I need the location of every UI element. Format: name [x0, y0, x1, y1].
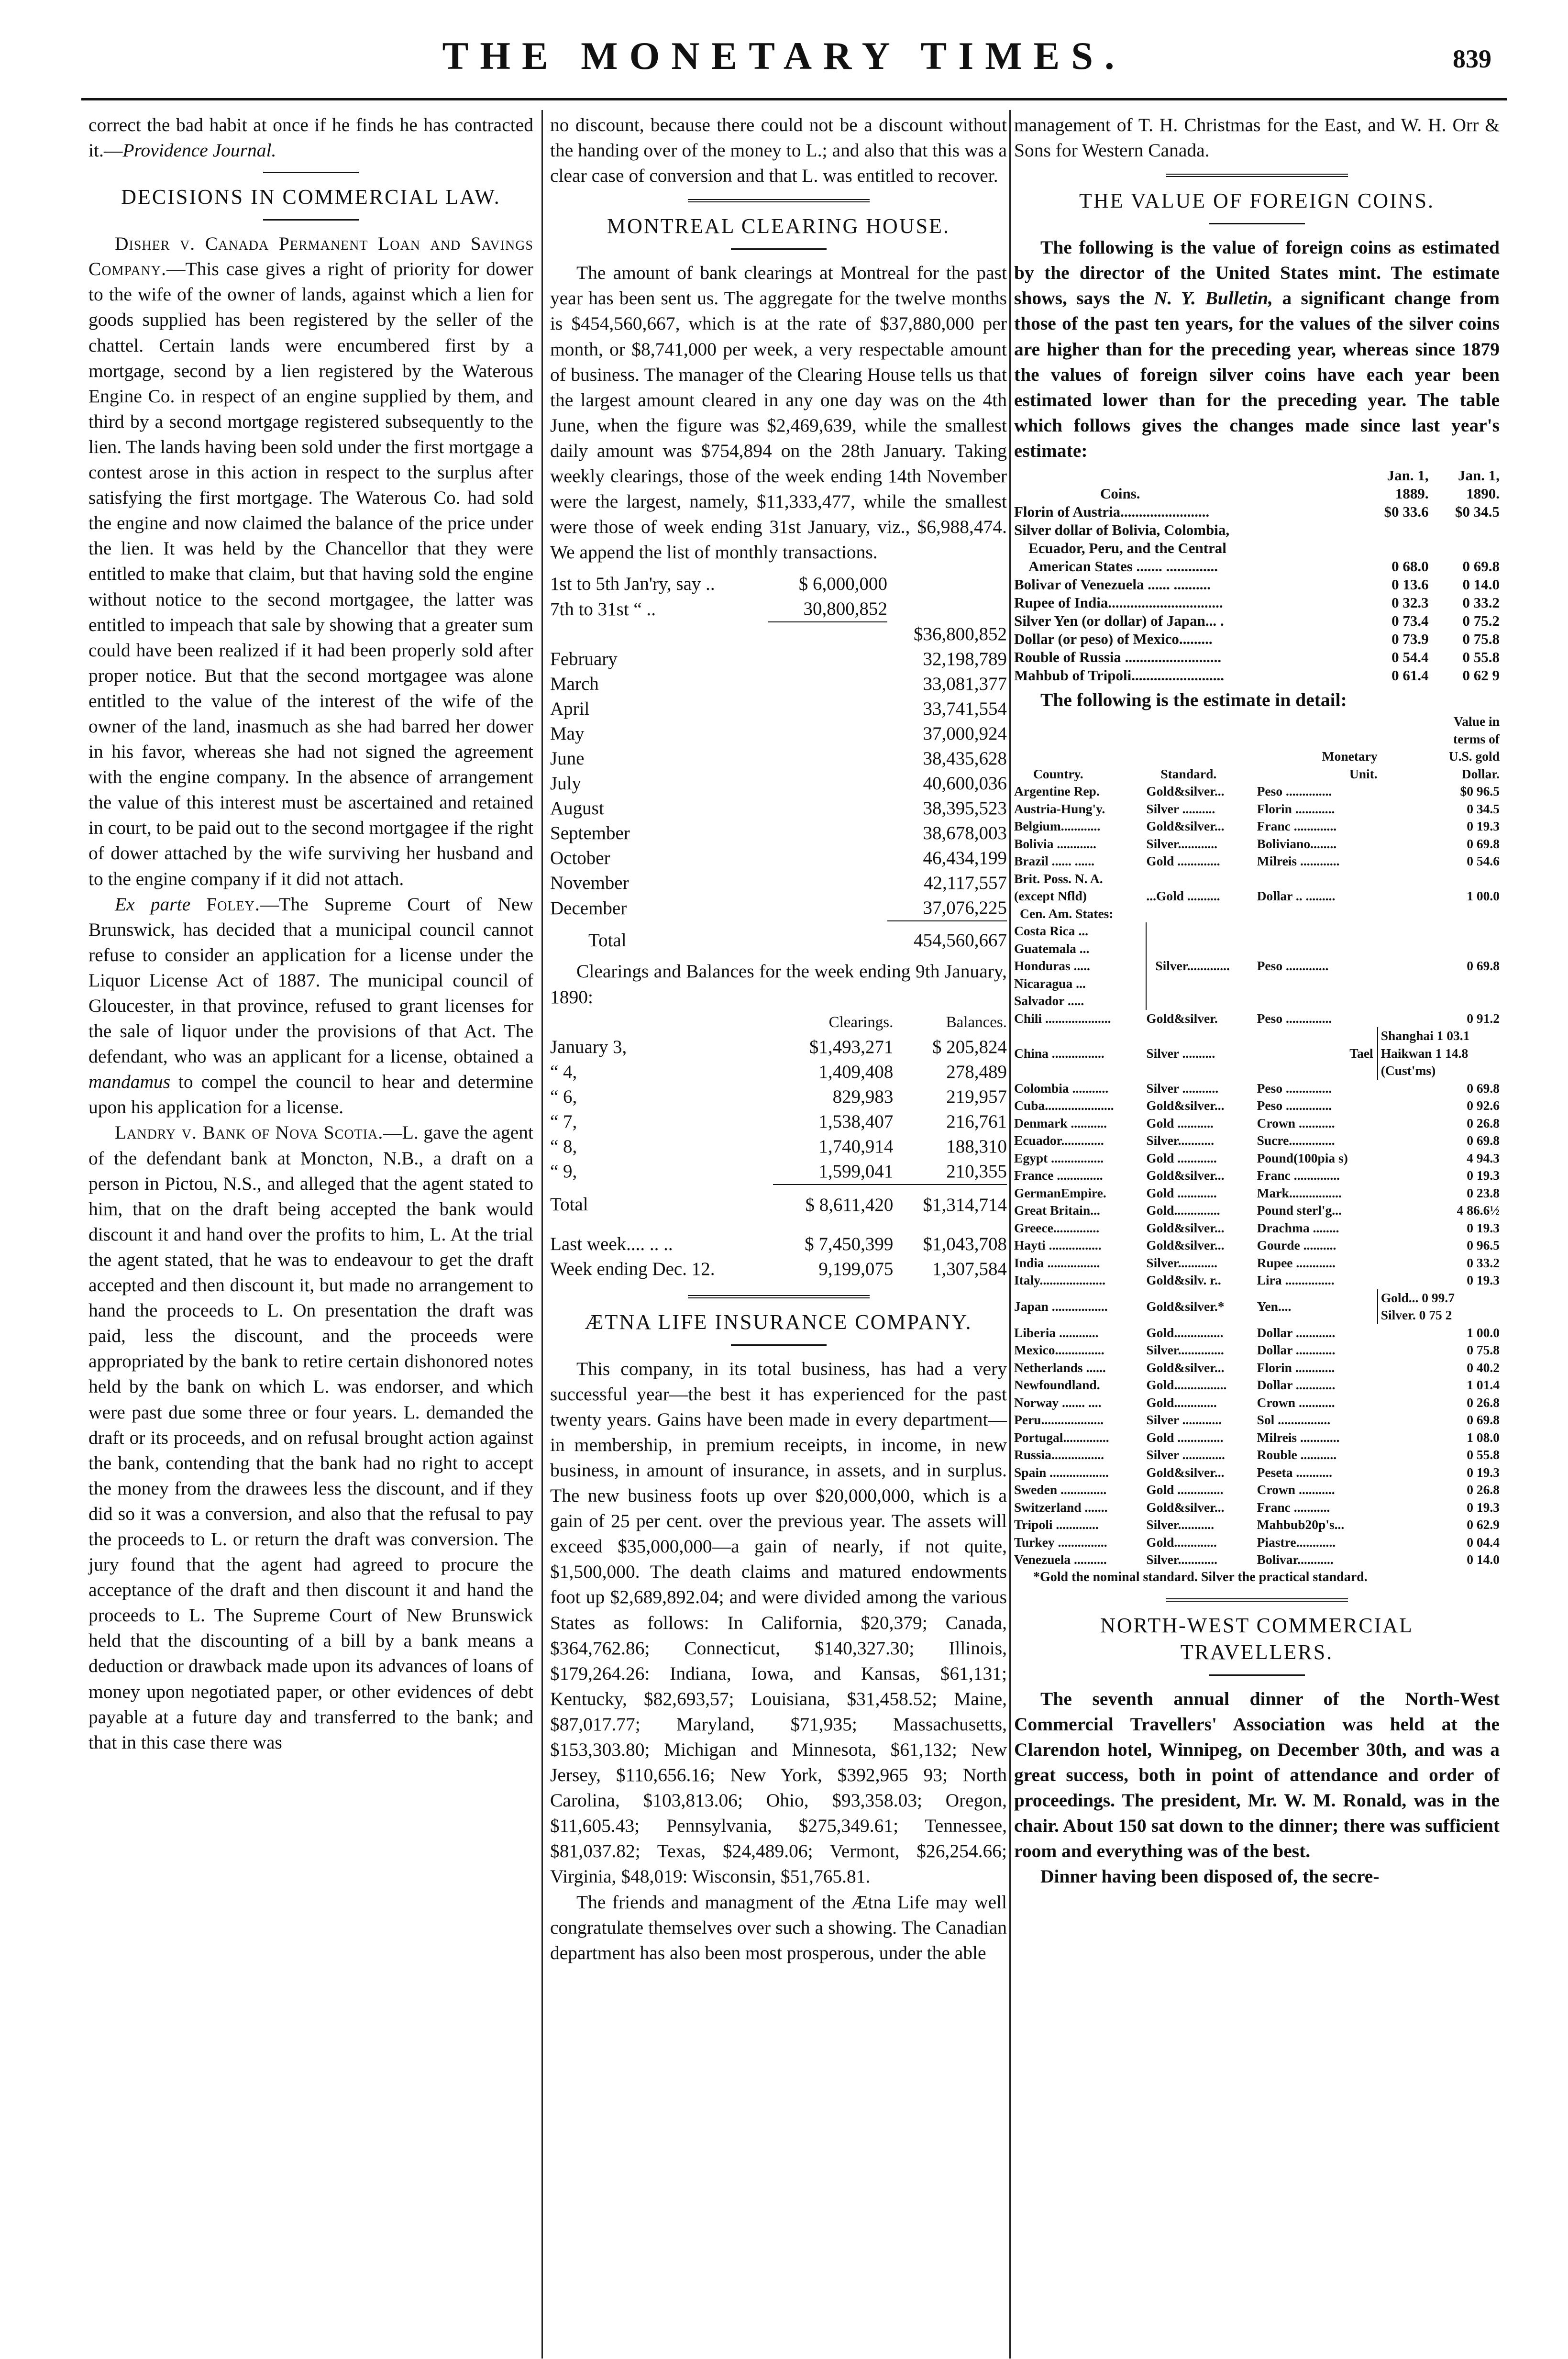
travellers-paragraph: The seventh annual dinner of the North-West Commercial Travellers' Association was held at the Clarendon hotel, Winnipeg, on December 30th, and was a great success, both in point of attendance and order of proceedings. The president, Mr. W. M. Ronald, was in the chair. About 150 sat down to the dinner; there was sufficient room and everything was of the best.: [1014, 1688, 1500, 1862]
table-row: “ 8, 1,740,914 188,310: [550, 1136, 1007, 1157]
monthly-clearings-table: [550, 572, 1007, 953]
table-row: February 32,198,789: [550, 649, 1007, 670]
table-row: $36,800,852: [914, 624, 1007, 645]
table-row: Spain .................. Gold&silver... Peseta ........... 0 19.3: [1014, 1464, 1500, 1480]
table-row: “ 4, 1,409,408 278,489: [550, 1061, 1007, 1082]
table-row: Brazil ...... ...... Gold ............. Milreis ............ 0 54.6: [1014, 853, 1500, 869]
table-row: Ecuador, Peru, and the Central: [1028, 540, 1226, 557]
table-row: August 38,395,523: [550, 798, 1007, 819]
table-header: terms of: [1453, 731, 1500, 746]
table-row: Tripoli ............. Silver........... Mahbub20p's... 0 62.9: [1014, 1517, 1500, 1532]
table-row: Mexico............... Silver.............. Dollar ............ 0 75.8: [1014, 1342, 1500, 1358]
table-row: Rouble of Russia .......................... 0 54.4 0 55.8: [1014, 649, 1500, 666]
table-row: Dollar (or peso) of Mexico......... 0 73.9 0 75.8: [1014, 631, 1500, 648]
table-row: Florin of Austria........................ $0 33.6 $0 34.5: [1014, 503, 1500, 521]
masthead: [0, 33, 1568, 77]
table-row: June 38,435,628: [550, 748, 1007, 769]
header-rule: [81, 98, 1507, 100]
china-subunit: Haikwan 1 14.8: [1380, 1045, 1469, 1061]
cen-am-country: Salvador .....: [1014, 993, 1084, 1008]
table-row: Last week.... .. .. $ 7,450,399 $1,043,708: [550, 1233, 1007, 1254]
table-row: Norway ....... .... Gold............. Crown ........... 0 26.8: [1014, 1395, 1500, 1410]
table-row: Bolivia ............ Silver............ Boliviano........ 0 69.8: [1014, 836, 1500, 851]
table-row: October 46,434,199: [550, 848, 1007, 869]
heading-clearing-house: MONTREAL CLEARING HOUSE.: [607, 214, 950, 238]
table-row: Great Britain... Gold.............. Pound sterl'g... 4 86.6½: [1014, 1203, 1500, 1218]
table-row: Belgium............ Gold&silver... Franc ............. 0 19.3: [1014, 819, 1500, 834]
aetna-paragraph: This company, in its total business, has had a very successful year—the best it has experienced for the past twenty years. Gains have been made in every department—in membership, in premium receipts, in income, in new business, in amount of insurance, in assets, and in surplus. The new business foots up over $20,000,000, which is a gain of 25 per cent. over the previous year. The assets will exceed $35,000,000—a gain of nearly, if not quite, $1,500,000. The death claims and matured endowments foot up $2,689,892.04; and were divided among the various States as follows: In California, $20,379; Canada, $364,762.86; Connecticut, $140,327.30; Illinois, $179,264.26: Indiana, Iowa, and Kansas, $61,131; Kentucky, $82,693,57; Louisiana, $31,458.52; Maine, $87,017.77; Maryland, $71,935; Massachusetts, $153,303.80; Michigan and Minnesota, $61,132; New Jersey, $110,656.16; New York, $392,965 93; North Carolina, $103,813.06; Ohio, $93,358.03; Oregon, $11,605.43; Pennsylvania, $275,349.61; Tennessee, $81,037.82; Texas, $24,489.06; Vermont, $26,254.66; Virginia, $48,019: Wisconsin, $51,765.81.: [550, 1358, 1007, 1887]
table-row: Austria-Hung'y. Silver .......... Florin ............ 0 34.5: [1014, 801, 1500, 816]
table-row: Argentine Rep. Gold&silver... Peso .............. $0 96.5: [1014, 784, 1500, 799]
table-row: Silver Yen (or dollar) of Japan... . 0 73.4 0 75.2: [1014, 612, 1500, 630]
column-rule-2: [1009, 110, 1011, 2359]
ornament-rule: [731, 1344, 827, 1346]
table-header: Clearings. Balances.: [828, 1013, 1007, 1031]
case-foley: Ex parte Foley.—The Supreme Court of New Brunswick, has decided that a municipal council cannot refuse to consider an application for a license under the Liquor License Act of 1887. The municipal council of Gloucester, in that province, refused to grant licenses for the sale of liquor under the provisions of that Act. The defendant, who was an applicant for a license, obtained a mandamus to compel the council to hear and determine upon his application for a license.: [88, 893, 534, 1118]
table-row: Denmark ........... Gold ........... Crown ........... 0 26.8: [1014, 1115, 1500, 1130]
table-row: Mahbub of Tripoli......................... 0 61.4 0 62 9: [1014, 667, 1500, 684]
weekly-intro: Clearings and Balances for the week ending 9th January, 1890:: [550, 961, 1007, 1008]
table-row: Turkey ............... Gold............. Piastre............ 0 04.4: [1014, 1534, 1500, 1550]
ornament-rule: [1209, 223, 1305, 224]
column-1: [88, 112, 533, 1755]
table-header: Value in: [1453, 714, 1500, 729]
table-row: Chili .................... Gold&silver. Peso .............. 0 91.2: [1014, 1010, 1500, 1026]
table-row: September 38,678,003: [550, 823, 1007, 844]
table-row: “ 6, 829,983 219,957: [550, 1086, 1007, 1107]
table-row: “ 7, 1,538,407 216,761: [550, 1111, 1007, 1132]
table-row: Week ending Dec. 12. 9,199,075 1,307,584: [550, 1258, 1007, 1279]
heading-aetna: ÆTNA LIFE INSURANCE COMPANY.: [585, 1310, 972, 1334]
table-row: American States ....... .............. 0 68.0 0 69.8: [1028, 558, 1500, 575]
detail-table: [1014, 713, 1500, 1569]
table-header: Jan. 1, Jan. 1,: [1387, 467, 1500, 484]
table-row: Sweden .............. Gold .............. Crown ........... 0 26.8: [1014, 1482, 1500, 1497]
table-row: India ................ Silver............ Rupee ............ 0 33.2: [1014, 1255, 1500, 1270]
table-row: GermanEmpire. Gold ............ Mark................ 0 23.8: [1014, 1185, 1500, 1200]
table-row: Rupee of India............................... 0 32.3 0 33.2: [1014, 594, 1500, 611]
table-row: Italy.................... Gold&silv. r.. Lira ............... 0 19.3: [1014, 1273, 1500, 1288]
cen-am-country: Nicaragua ...: [1014, 975, 1086, 991]
travellers-paragraph-2: Dinner having been disposed of, the secre-: [1040, 1866, 1380, 1887]
table-row: Russia................ Silver ............. Rouble ........... 0 55.8: [1014, 1447, 1500, 1462]
table-row: France .............. Gold&silver... Franc .............. 0 19.3: [1014, 1168, 1500, 1183]
table-row: January 3, $1,493,271 $ 205,824: [550, 1036, 1007, 1057]
case-disher: Disher v. Canada Permanent Loan and Savings Company.—This case gives a right of priority for dower to the wife of the owner of lands, against which a lien for goods supplied has been registered by the seller of the chattel. Certain lands were encumbered first by a mortgage, second by a lien registered by the Waterous Engine Co. in respect of an engine supplied by them, and third by a second mortgage registered subsequently to the lien. The lands having been sold under the first mortgage a contest arose in this action in respect to the surplus after satisfying the first mortgage. The Waterous Co. had sold the engine and now claimed the balance of the price under the lien. It was held by the Chancellor that they were entitled to make that claim, but that having sold the engine without notice to the second mortgagee, the latter was entitled to impeach that sale by showing that a greater sum could have been realized if it had been properly sold after proper notice. But that the second mortgagee was alone entitled to the value of the interest of the wife of the owner of the land, inasmuch as she had barred her dower in his favor, whereas she had not signed the agreement with the engine company. In the absence of arrangement the value of this interest must be ascertained and retained in court, to be paid out to the second mortgagee if the right of dower attached by the wife surviving her husband and to the engine company if it did not attach.: [88, 233, 533, 889]
table-row: Ecuador............. Silver........... Sucre.............. 0 69.8: [1014, 1133, 1500, 1148]
table-row: Cen. Am. States:: [1020, 906, 1114, 921]
table-row: Cuba..................... Gold&silver... Peso .............. 0 92.6: [1014, 1098, 1500, 1113]
table-row: (except Nfld) ...Gold .......... Dollar .. ......... 1 00.0: [1014, 888, 1500, 904]
table-row-china: China ................ Silver .......... Tael Shanghai 1 03.1 Haikwan 1 14.8 (Cust'ms): [1014, 1027, 1500, 1080]
japan-subunit: Silver. 0 75 2: [1380, 1307, 1452, 1323]
detail-intro: The following is the estimate in detail:: [1040, 689, 1347, 711]
table-row: December 37,076,225: [550, 896, 1007, 921]
china-subunit: (Cust'ms): [1380, 1063, 1436, 1078]
table-row: 1st to 5th Jan'ry, say .. $ 6,000,000: [550, 574, 887, 595]
table-row: Colombia ........... Silver ........... Peso .............. 0 69.8: [1014, 1080, 1500, 1096]
continuation-paragraph: no discount, because there could not be a discount without the handing over of the money to L.; and also that this was a clear case of conversion and that L. was entitled to recover.: [550, 114, 1007, 187]
cen-am-country: Honduras .....: [1014, 958, 1090, 974]
table-row: Switzerland ....... Gold&silver... Franc ........... 0 19.3: [1014, 1499, 1500, 1515]
column-rule-1: [541, 110, 543, 2359]
table-row: April 33,741,554: [550, 698, 1007, 720]
newspaper-title: THE MONETARY TIMES.: [442, 34, 1126, 78]
table-row: Netherlands ...... Gold&silver... Florin ............ 0 40.2: [1014, 1360, 1500, 1375]
table-row: Newfoundland. Gold................ Dollar ............ 1 01.4: [1014, 1377, 1500, 1393]
aetna-paragraph-2: The friends and managment of the Ætna Life may well congratulate themselves over such a showing. The Canadian department has also been most prosperous, under the able: [550, 1891, 1007, 1963]
weekly-clearings-table: [550, 1010, 1007, 1282]
coins-paragraph: The following is the value of foreign coins as estimated by the director of the United States mint. The estimate shows, says the N. Y. Bulletin, a significant change from those of the past ten years, for the values of the silver coins are higher than for the preceding year, whereas since 1879 the values of foreign silver coins have each year been estimated lower than for the preceding year. The table which follows gives the changes made since last year's estimate:: [1014, 237, 1500, 461]
table-row: July 40,600,036: [550, 773, 1007, 794]
heading-northwest-travellers: NORTH-WEST COMMERCIAL TRAVELLERS.: [1100, 1613, 1413, 1664]
table-row: Egypt ................ Gold ............ Pound(100pia s) 4 94.3: [1014, 1150, 1500, 1165]
total-row: Total 454,560,667: [588, 930, 1007, 951]
ornament-rule: [263, 219, 359, 221]
table-row: Bolivar of Venezuela ...... .......... 0 13.6 0 14.0: [1014, 576, 1500, 593]
table-header: Monetary U.S. gold: [1322, 749, 1500, 764]
coins-table: [1014, 466, 1500, 685]
china-subunit: Shanghai 1 03.1: [1380, 1028, 1470, 1043]
cen-am-country: Costa Rica ...: [1014, 923, 1089, 939]
column-3: [1014, 112, 1500, 1889]
clearing-paragraph: The amount of bank clearings at Montreal for the past year has been sent us. The aggregate for the twelve months is $454,560,667, which is at the rate of $37,880,000 per month, or $8,741,000 per week, a very respectable amount of business. The manager of the Clearing House tells us that the largest amount cleared in any one day was on the 4th June, when the figure was $2,469,639, while the smallest daily amount was $754,894 on the 28th January. Taking weekly clearings, those of the week ending 14th November were the largest, namely, $11,333,477, while the smallest were those of week ending 31st January, viz., $6,988,474. We append the list of monthly transactions.: [550, 262, 1007, 563]
section-divider: [688, 1295, 870, 1298]
table-row: Greece.............. Gold&silver... Drachma ........ 0 19.3: [1014, 1220, 1500, 1235]
table-row: May 37,000,924: [550, 723, 1007, 744]
case-landry: Landry v. Bank of Nova Scotia.—L. gave the agent of the defendant bank at Moncton, N.B., a draft on a person in Pictou, N.S., and alleged that the agent stated to him, that on the draft being accepted the bank would discount it and hand over the profits to him, L. At the trial the agent stated, that he was to endeavour to get the draft accepted and then discount it, but made no arrangement to hand the proceeds to L. On presentation the draft was paid, less the discount, and the proceeds were appropriated by the bank to retire certain dishonored notes held by the bank on which L. was endorser, and which were past due some three or four years. L. demanded the draft or its proceeds, and on refusal brought action against the bank, contending that the bank had no right to accept the money from the drawees less the discount, and if they did so it was a conversion, and also that the refusal to pay the proceeds to L. or return the draft was conversion. The jury found that the agent had agreed to procure the acceptance of the draft and then discount it and hand the proceeds to L. The Supreme Court of New Brunswick held that the discounting of a bill by a bank means a deduction or drawback made upon its advances of loans of money upon negotiated paper, or other evidences of debt payable at a future day and transferred to the bank; and that in this case there was: [88, 1122, 533, 1753]
table-header: Coins. 1889. 1890.: [1100, 485, 1500, 502]
table-row: Portugal.............. Gold .............. Milreis ............ 1 08.0: [1014, 1429, 1500, 1445]
table-row: November 42,117,557: [550, 873, 1007, 894]
table-header: Country. Standard. Unit. Dollar.: [1033, 766, 1500, 781]
section-divider: [1166, 174, 1348, 177]
detail-footnote: *Gold the nominal standard. Silver the practical standard.: [1033, 1569, 1368, 1584]
table-row: Peru................... Silver ............ Sol ................ 0 69.8: [1014, 1412, 1500, 1428]
table-row: Brit. Poss. N. A.: [1014, 871, 1103, 886]
cen-am-country: Guatemala ...: [1014, 941, 1090, 956]
total-row: Total $ 8,611,420 $1,314,714: [550, 1194, 1007, 1215]
section-divider: [688, 199, 870, 202]
table-row: Liberia ............ Gold............... Dollar ............ 1 00.0: [1014, 1325, 1500, 1340]
intro-paragraph: correct the bad habit at once if he finds he has contracted it.—Providence Journal.: [88, 114, 533, 161]
table-row: March 33,081,377: [550, 674, 1007, 695]
table-row: Silver dollar of Bolivia, Colombia,: [1014, 521, 1230, 539]
ornament-rule: [1209, 1674, 1305, 1676]
japan-subunit: Gold... 0 99.7: [1380, 1290, 1455, 1305]
table-row: 7th to 31st “ .. 30,800,852: [550, 597, 1007, 622]
table-row: Hayti ................ Gold&silver... Gourde .......... 0 96.5: [1014, 1238, 1500, 1253]
ornament-rule: [731, 248, 827, 250]
table-row-japan: Japan ................. Gold&silver.* Yen.... Gold... 0 99.7 Silver. 0 75 2: [1014, 1289, 1500, 1324]
page-number: 839: [1453, 44, 1491, 73]
heading-foreign-coins: THE VALUE OF FOREIGN COINS.: [1079, 189, 1435, 213]
table-row: Venezuela .......... Silver............ Bolivar........... 0 14.0: [1014, 1552, 1500, 1567]
column-2: [550, 112, 1007, 1966]
ornament-rule: [263, 172, 359, 173]
section-divider: [1166, 1598, 1348, 1602]
table-row: “ 9, 1,599,041 210,355: [550, 1159, 1007, 1185]
heading-decisions: DECISIONS IN COMMERCIAL LAW.: [121, 185, 501, 209]
table-row: Costa Rica ... Guatemala ... Honduras ..... Nicaragua ... Salvador ..... Silver............. Peso ............. 0 69.8: [1014, 922, 1500, 1010]
continuation-paragraph: management of T. H. Christmas for the East, and W. H. Orr & Sons for Western Canada.: [1014, 114, 1500, 161]
